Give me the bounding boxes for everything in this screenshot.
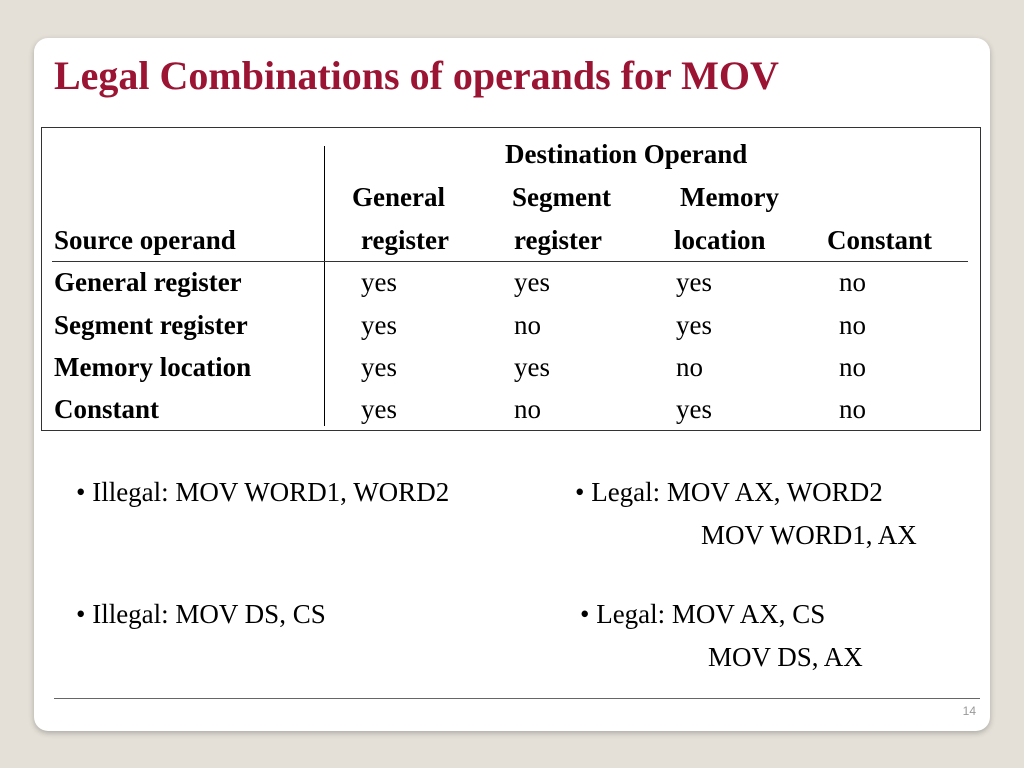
col-header-general-line1: General — [352, 182, 445, 212]
table-cell: yes — [676, 267, 712, 297]
illegal-example-1: • Illegal: MOV WORD1, WORD2 — [76, 477, 450, 507]
col-header-memory-line1: Memory — [680, 182, 779, 212]
row-label-constant: Constant — [54, 394, 160, 424]
table-cell: yes — [361, 394, 397, 424]
col-header-general-line2: register — [361, 225, 449, 255]
table-cell: yes — [361, 352, 397, 382]
table-cell: no — [839, 394, 866, 424]
table-cell: yes — [514, 267, 550, 297]
operand-table — [41, 127, 981, 431]
footer-divider — [54, 698, 980, 699]
legal-example-1-line2: MOV WORD1, AX — [701, 520, 917, 550]
col-header-segment-line2: register — [514, 225, 602, 255]
col-header-constant: Constant — [827, 225, 933, 255]
destination-header: Destination Operand — [505, 139, 748, 169]
table-cell: yes — [676, 310, 712, 340]
page-number: 14 — [962, 704, 976, 718]
col-header-segment-line1: Segment — [512, 182, 611, 212]
header-divider — [52, 261, 968, 262]
table-cell: yes — [676, 394, 712, 424]
table-cell: yes — [361, 310, 397, 340]
legal-example-2-line1: • Legal: MOV AX, CS — [580, 599, 826, 629]
row-label-memory-location: Memory location — [54, 352, 252, 382]
table-cell: no — [514, 310, 541, 340]
row-label-segment-register: Segment register — [54, 310, 248, 340]
table-cell: no — [839, 352, 866, 382]
column-divider — [324, 146, 325, 426]
table-cell: no — [839, 310, 866, 340]
table-cell: no — [514, 394, 541, 424]
table-cell: yes — [514, 352, 550, 382]
legal-example-2-line2: MOV DS, AX — [708, 642, 863, 672]
row-label-general-register: General register — [54, 267, 242, 297]
slide — [34, 38, 990, 731]
table-cell: no — [839, 267, 866, 297]
source-header: Source operand — [54, 225, 236, 255]
table-cell: no — [676, 352, 703, 382]
legal-example-1-line1: • Legal: MOV AX, WORD2 — [575, 477, 883, 507]
illegal-example-2: • Illegal: MOV DS, CS — [76, 599, 326, 629]
slide-title: Legal Combinations of operands for MOV — [54, 53, 779, 98]
table-cell: yes — [361, 267, 397, 297]
col-header-memory-line2: location — [674, 225, 766, 255]
